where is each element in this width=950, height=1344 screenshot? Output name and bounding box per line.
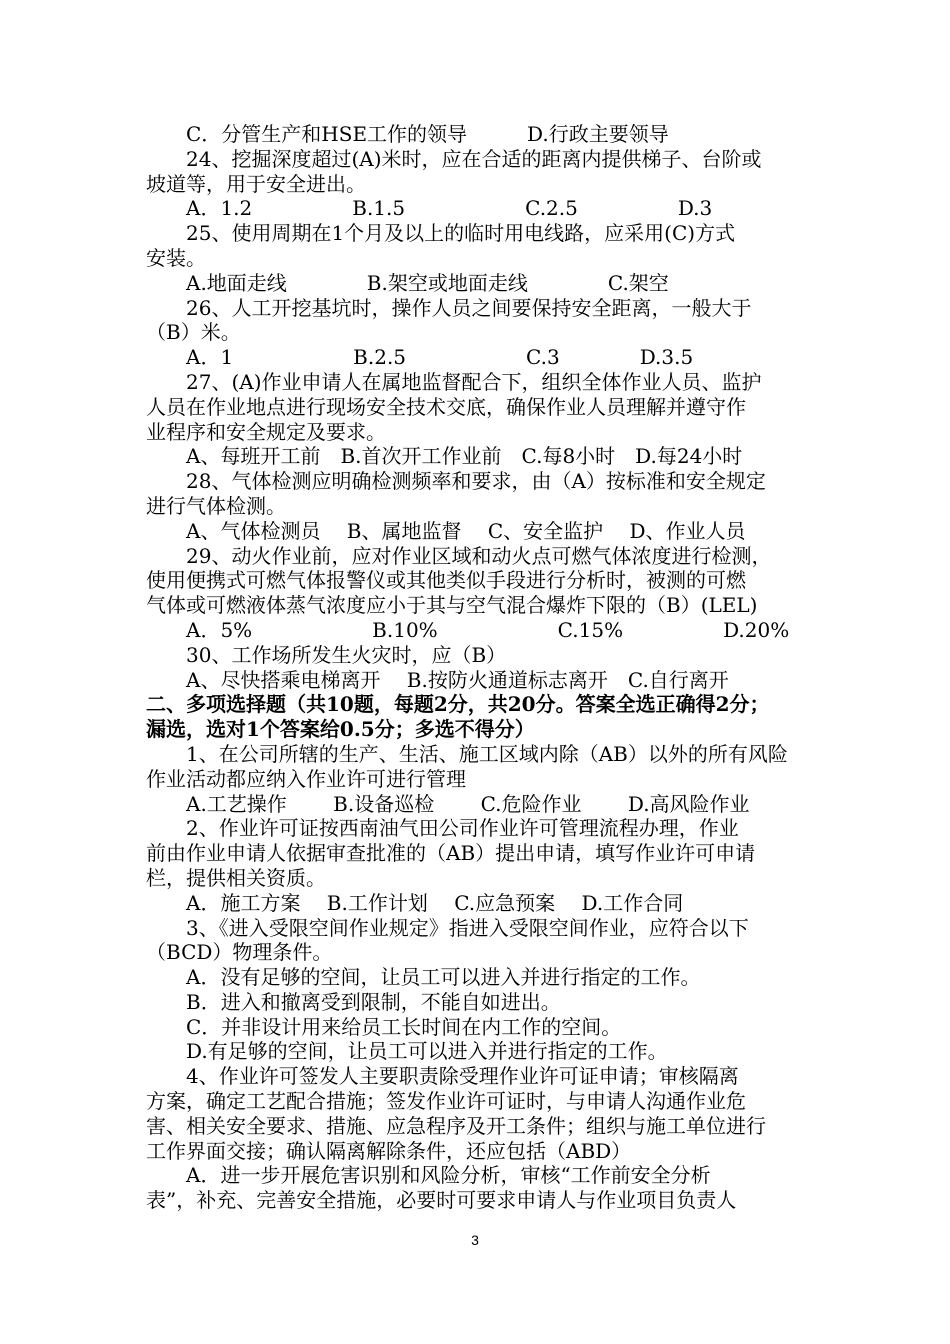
text-line: 方案，确定工艺配合措施；签发作业许可证时，与申请人沟通作业危 xyxy=(146,1089,746,1114)
options-27: A、每班开工前 B.首次开工作业前 C.每8小时 D.每24小时 xyxy=(186,444,743,469)
question-28: 28、气体检测应明确检测频率和要求，由（A）按标准和安全规定 xyxy=(186,469,766,494)
text-line: 使用便携式可燃气体报警仪或其他类似手段进行分析时，被测的可燃 xyxy=(146,568,746,593)
page-number: 3 xyxy=(471,1232,479,1248)
mc-question-4: 4、作业许可签发人主要职责除受理作业许可证申请；审核隔离 xyxy=(186,1064,739,1089)
document-body xyxy=(146,122,810,1213)
text-line: 业程序和安全规定及要求。 xyxy=(146,419,386,444)
text-line: C．分管生产和HSE工作的领导 D.行政主要领导 xyxy=(186,122,669,146)
question-24: 24、挖掘深度超过(A)米时，应在合适的距离内提供梯子、台阶或 xyxy=(186,146,762,171)
options-30: A、尽快搭乘电梯离开 B.按防火通道标志离开 C.自行离开 xyxy=(186,667,729,692)
question-27: 27、(A)作业申请人在属地监督配合下，组织全体作业人员、监护 xyxy=(186,369,762,394)
mc-option-b: B．进入和撤离受到限制，不能自如进出。 xyxy=(186,989,561,1014)
mc-options-2: A．施工方案 B.工作计划 C.应急预案 D.工作合同 xyxy=(186,890,684,915)
options-25: A.地面走线 B.架空或地面走线 C.架空 xyxy=(186,270,669,295)
mc-option-c: C．并非设计用来给员工长时间在内工作的空间。 xyxy=(186,1014,622,1039)
question-30: 30、工作场所发生火灾时，应（B） xyxy=(186,642,507,667)
text-line: 安装。 xyxy=(146,245,206,270)
question-26: 26、人工开挖基坑时，操作人员之间要保持安全距离，一般大于 xyxy=(186,295,752,320)
options-26: A．1 B.2.5 C.3 D.3.5 xyxy=(186,345,694,370)
mc-question-3: 3、《进入受限空间作业规定》指进入受限空间作业，应符合以下 xyxy=(186,915,749,940)
mc-option-d: D.有足够的空间，让员工可以进入并进行指定的工作。 xyxy=(186,1039,668,1064)
options-24: A．1.2 B.1.5 C.2.5 D.3 xyxy=(186,196,713,221)
text-line: 进行气体检测。 xyxy=(146,493,286,518)
text-line: 表”，补充、完善安全措施，必要时可要求申请人与作业项目负责人 xyxy=(146,1188,737,1213)
text-line: 气体或可燃液体蒸气浓度应小于其与空气混合爆炸下限的（B）(LEL) xyxy=(146,593,758,618)
text-line: 前由作业申请人依据审查批准的（AB）提出申请，填写作业许可申请 xyxy=(146,841,756,866)
text-line: 害、相关安全要求、措施、应急程序及开工条件；组织与施工单位进行 xyxy=(146,1113,766,1138)
text-line: 栏，提供相关资质。 xyxy=(146,865,326,890)
options-29: A．5% B.10% C.15% D.20% xyxy=(186,617,790,642)
question-29: 29、动火作业前，应对作业区域和动火点可燃气体浓度进行检测， xyxy=(186,543,772,568)
mc-options-1: A.工艺操作 B.设备巡检 C.危险作业 D.高风险作业 xyxy=(186,791,750,816)
text-line: （BCD）物理条件。 xyxy=(146,940,333,965)
mc-question-1: 1、在公司所辖的生产、生活、施工区域内除（AB）以外的所有风险 xyxy=(186,741,788,766)
text-line: 人员在作业地点进行现场安全技术交底，确保作业人员理解并遵守作 xyxy=(146,394,746,419)
text-line: （B）米。 xyxy=(146,320,241,345)
mc-option-a: A．没有足够的空间，让员工可以进入并进行指定的工作。 xyxy=(186,965,701,990)
question-25: 25、使用周期在1个月及以上的临时用电线路，应采用(C)方式 xyxy=(186,221,736,246)
text-line: 作业活动都应纳入作业许可进行管理 xyxy=(146,766,466,791)
mc-question-2: 2、作业许可证按西南油气田公司作业许可管理流程办理，作业 xyxy=(186,816,739,841)
options-28: A、气体检测员 B、属地监督 C、安全监护 D、作业人员 xyxy=(186,518,746,543)
section-heading-cont: 漏选，选对1个答案给0.5分；多选不得分） xyxy=(146,717,535,742)
text-line: 坡道等，用于安全进出。 xyxy=(146,171,366,196)
section-heading: 二、多项选择题（共10题，每题2分，共20分。答案全选正确得2分； xyxy=(146,692,770,717)
mc-option-a: A．进一步开展危害识别和风险分析，审核“工作前安全分析 xyxy=(186,1163,711,1188)
text-line: 工作界面交接；确认隔离解除条件，还应包括（ABD） xyxy=(146,1138,632,1163)
